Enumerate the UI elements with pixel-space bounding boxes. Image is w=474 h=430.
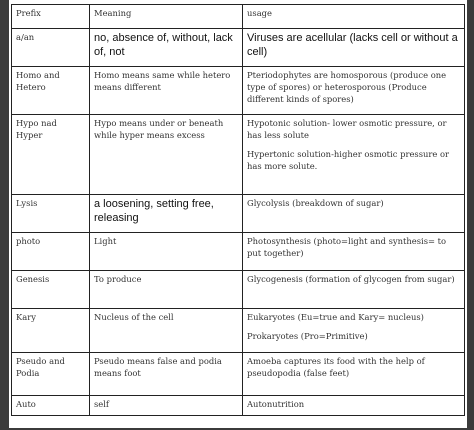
header-meaning: Meaning (90, 5, 243, 29)
table-row (12, 353, 465, 396)
meaning-cell: Light (90, 233, 243, 271)
prefix-cell: Kary (12, 309, 90, 353)
meaning-cell: Nucleus of the cell (90, 309, 243, 353)
window-edge (467, 0, 474, 430)
usage-line: Hypertonic solution-higher osmotic pressure or has more solute. (247, 149, 450, 171)
header-usage: usage (243, 5, 465, 29)
meaning-cell: To produce (90, 271, 243, 309)
meaning-cell: Hypo means under or beneath while hyper means excess (90, 115, 243, 195)
usage-cell (243, 309, 465, 353)
table-row (12, 67, 465, 115)
table-row (12, 396, 465, 416)
meaning-cell: no, absence of, without, lack of, not (90, 29, 243, 67)
usage-line: Amoeba captures its food with the help of pseudopodia (false feet) (247, 356, 425, 378)
table-row (12, 29, 465, 67)
usage-line: Photosynthesis (photo=light and synthesis= to put together) (247, 236, 447, 258)
usage-line: Pteriodophytes are homosporous (produce one type of spores) or heterosporous (Produce different kinds of spores) (247, 70, 447, 104)
usage-cell (243, 115, 465, 195)
table-row (12, 309, 465, 353)
usage-line: Prokaryotes (Pro=Primitive) (247, 331, 368, 341)
usage-cell (243, 233, 465, 271)
usage-cell (243, 353, 465, 396)
prefix-cell: Homo and Hetero (12, 67, 90, 115)
prefix-cell: Auto (12, 396, 90, 416)
meaning-cell: self (90, 396, 243, 416)
usage-cell (243, 396, 465, 416)
header-prefix: Prefix (12, 5, 90, 29)
table-row (12, 195, 465, 233)
document-page (9, 0, 467, 428)
table-row (12, 271, 465, 309)
prefix-cell: a/an (12, 29, 90, 67)
meaning-cell: Pseudo means false and podia means foot (90, 353, 243, 396)
prefix-cell: Lysis (12, 195, 90, 233)
usage-line: Hypotonic solution- lower osmotic pressure, or has less solute (247, 118, 447, 140)
meaning-cell: a loosening, setting free, releasing (90, 195, 243, 233)
prefix-cell: photo (12, 233, 90, 271)
usage-line: Glycogenesis (formation of glycogen from sugar) (247, 274, 455, 284)
usage-cell (243, 29, 465, 67)
prefix-table (11, 4, 465, 416)
usage-line: Eukaryotes (Eu=true and Kary= nucleus) (247, 312, 424, 322)
prefix-cell: Pseudo and Podia (12, 353, 90, 396)
table-header-row (12, 5, 465, 29)
usage-line: Autonutrition (247, 399, 305, 409)
prefix-cell: Hypo nad Hyper (12, 115, 90, 195)
usage-line: Glycolysis (breakdown of sugar) (247, 198, 384, 208)
usage-line: Viruses are acellular (lacks cell or without a cell) (247, 32, 458, 58)
usage-cell (243, 195, 465, 233)
table-row (12, 233, 465, 271)
usage-cell (243, 67, 465, 115)
table-row (12, 115, 465, 195)
meaning-cell: Homo means same while hetero means different (90, 67, 243, 115)
prefix-cell: Genesis (12, 271, 90, 309)
usage-cell (243, 271, 465, 309)
